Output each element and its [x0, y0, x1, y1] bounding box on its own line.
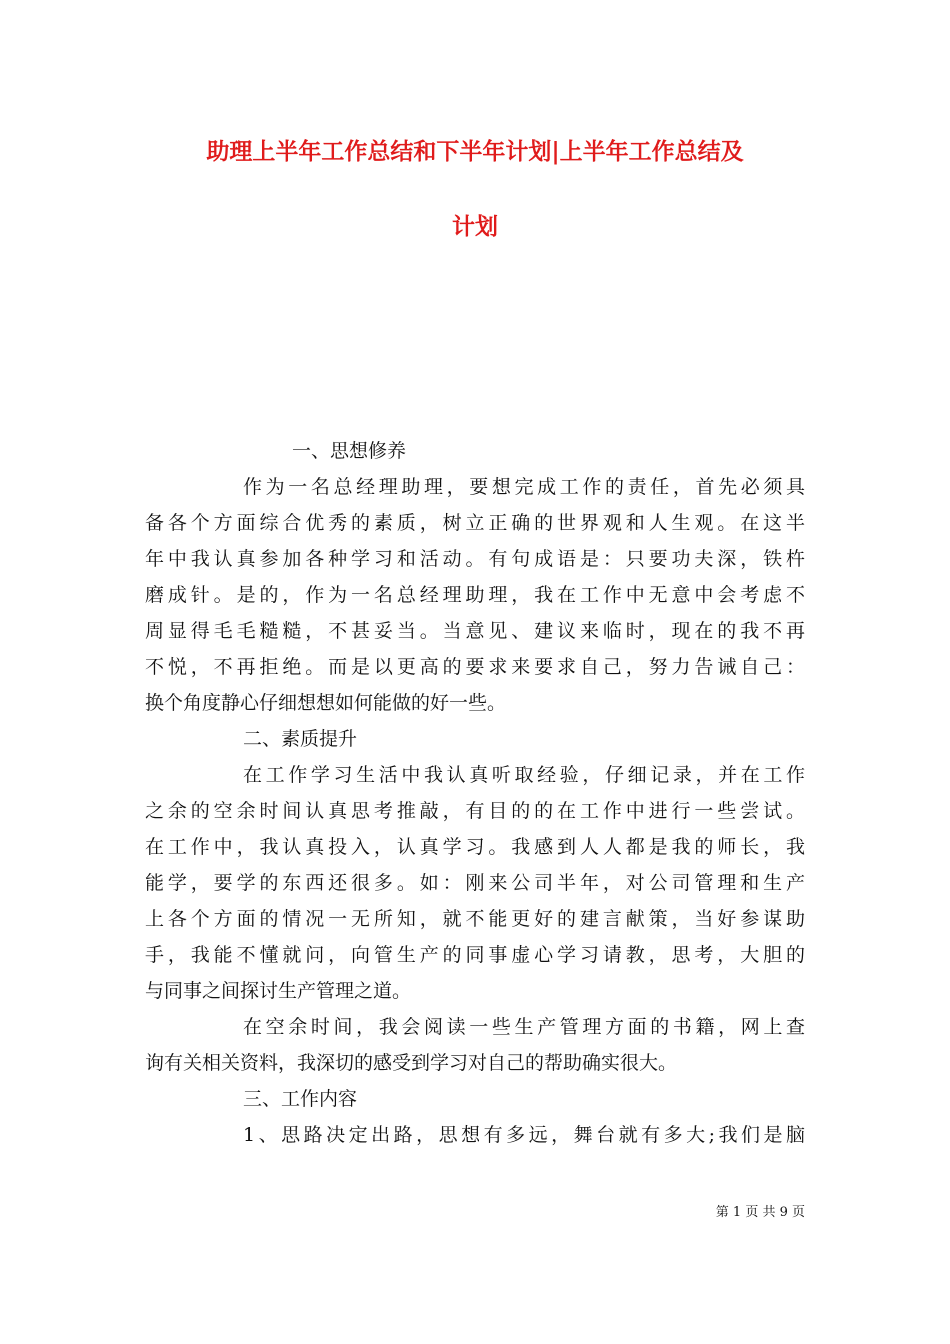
paragraph-2: [145, 757, 805, 1009]
text-line: 换个角度静心仔细想想如何能做的好一些。: [145, 692, 507, 714]
text-line: 作为一名总经理助理，要想完成工作的责任，首先必须具: [243, 476, 805, 498]
document-title-line-1: 助理上半年工作总结和下半年计划|上半年工作总结及: [206, 138, 744, 165]
paragraph-1: [145, 469, 805, 721]
text-line: 之余的空余时间认真思考推敲，有目的的在工作中进行一些尝试。: [145, 800, 805, 822]
text-line: 能学，要学的东西还很多。如：刚来公司半年，对公司管理和生产: [145, 872, 805, 894]
text-line: 与同事之间探讨生产管理之道。: [145, 980, 412, 1002]
section-heading-3: 三、工作内容: [243, 1088, 358, 1110]
text-line: 在工作中，我认真投入，认真学习。我感到人人都是我的师长，我: [145, 836, 805, 858]
text-line: 上各个方面的情况一无所知，就不能更好的建言献策，当好参谋助: [145, 908, 805, 930]
text-line: 手，我能不懂就问，向管生产的同事虚心学习请教，思考，大胆的: [145, 944, 805, 966]
paragraph-3: [145, 1009, 805, 1081]
text-line: 在工作学习生活中我认真听取经验，仔细记录，并在工作: [243, 764, 805, 786]
text-line: 周显得毛毛糙糙，不甚妥当。当意见、建议来临时，现在的我不再: [145, 620, 805, 642]
text-line: 磨成针。是的，作为一名总经理助理，我在工作中无意中会考虑不: [145, 584, 805, 606]
text-line: 在空余时间，我会阅读一些生产管理方面的书籍，网上查: [243, 1016, 805, 1038]
section-heading-2: 二、素质提升: [243, 728, 358, 750]
text-line: 年中我认真参加各种学习和活动。有句成语是：只要功夫深，铁杵: [145, 548, 805, 570]
document-title-line-2: 计划: [452, 213, 498, 240]
text-line: 不悦，不再拒绝。而是以更高的要求来要求自己，努力告诫自己：: [145, 656, 805, 678]
section-heading-1: 一、思想修养: [292, 440, 407, 462]
text-line: 1、思路决定出路，思想有多远，舞台就有多大;我们是脑: [243, 1124, 805, 1146]
document-body: [145, 433, 805, 1153]
text-line: 询有关相关资料，我深切的感受到学习对自己的帮助确实很大。: [145, 1052, 678, 1074]
text-line: 备各个方面综合优秀的素质，树立正确的世界观和人生观。在这半: [145, 512, 805, 534]
page-footer: 第 1 页 共 9 页: [715, 1205, 805, 1220]
paragraph-4: [145, 1117, 805, 1153]
